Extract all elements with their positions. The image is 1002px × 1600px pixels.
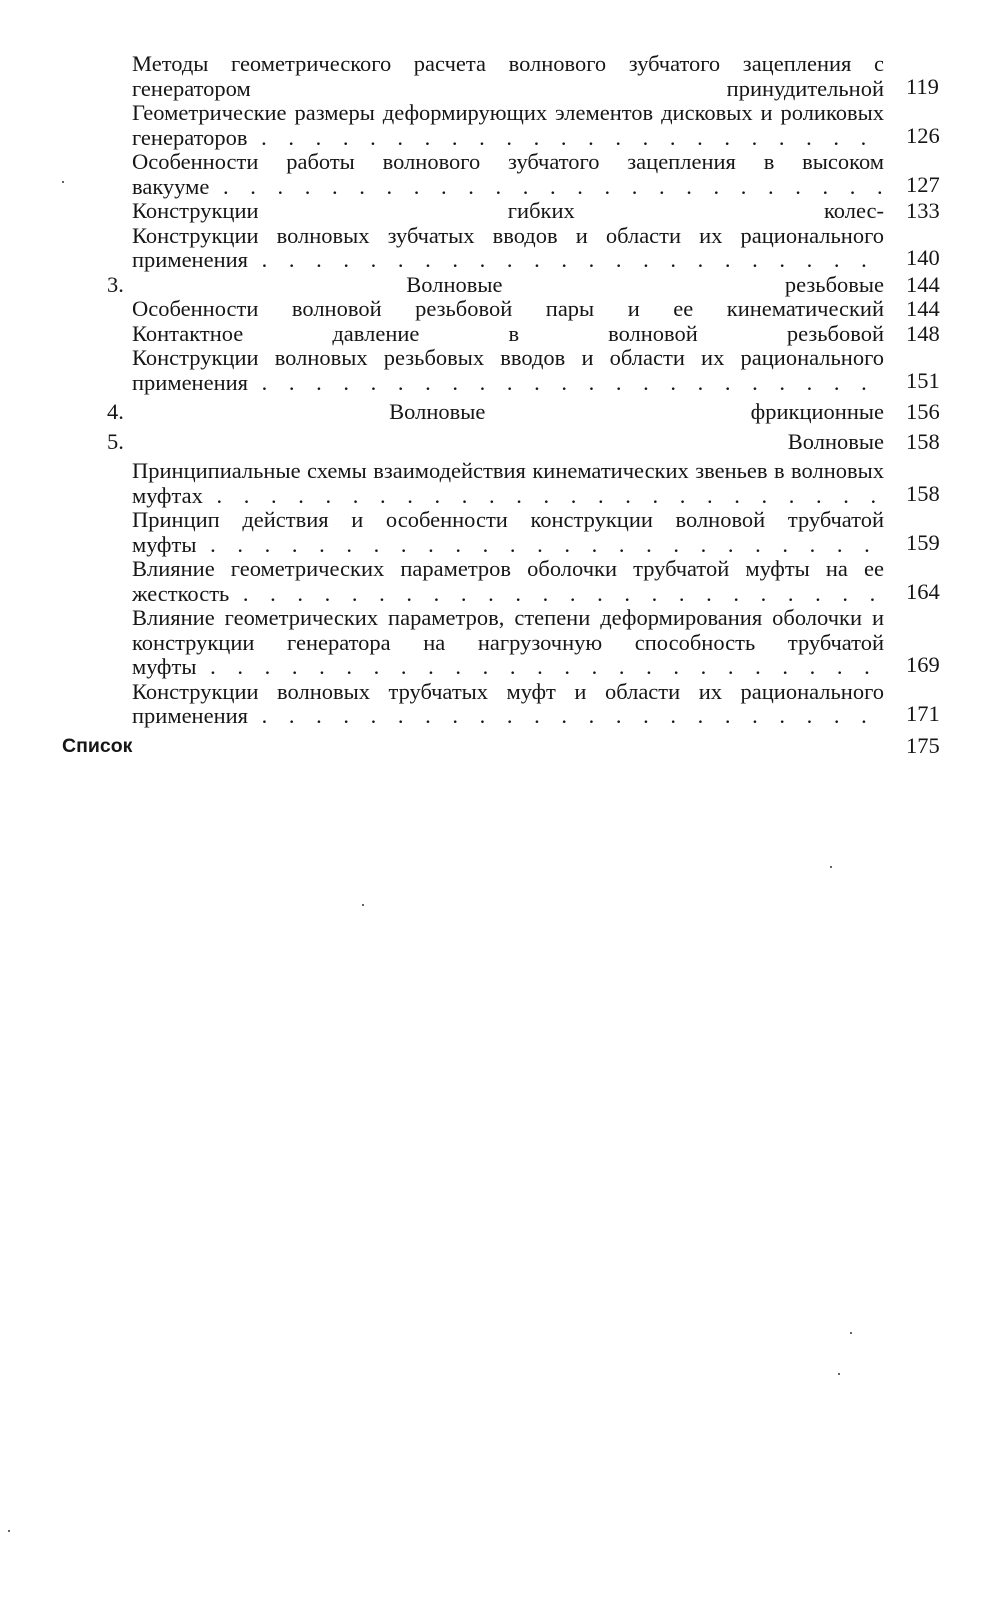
toc-entry-title-wrap	[132, 346, 884, 395]
toc-entry-title: 3. Волновые резьбовые . . .	[107, 273, 884, 298]
scan-speck	[62, 181, 64, 183]
toc-entry-page-number: 175	[906, 732, 940, 758]
toc-entry-page-number: 156	[906, 399, 940, 424]
toc-entry-title: Влияние геометрических параметров оболочки трубчатой муфты на ее жесткость . . .	[132, 557, 884, 606]
toc-entry-title: Принцип действия и особенности конструкции волновой трубчатой муфты . . .	[132, 508, 884, 557]
toc-entry-title-wrap	[132, 101, 884, 150]
toc-entry-title-wrap	[107, 400, 884, 425]
toc-entry-title-wrap	[107, 273, 884, 298]
toc-entry	[132, 320, 940, 347]
toc-entry-page-number: 169	[906, 652, 940, 677]
toc-entry	[132, 150, 940, 199]
toc-entry-title: 4. Волновые фрикционные . . .	[107, 400, 884, 425]
toc-entry-page-number: 158	[906, 480, 940, 506]
toc-entry-title-wrap	[107, 430, 884, 455]
toc-entry	[132, 52, 939, 101]
toc-entry-page-number: 164	[906, 578, 940, 604]
toc-entry-title: Контактное давление в волновой резьбовой . . .	[132, 322, 884, 347]
toc-entry-title-wrap	[132, 508, 884, 557]
toc-entry-title-wrap	[62, 734, 884, 759]
scan-speck	[830, 866, 832, 868]
toc-entry-title-wrap	[132, 680, 884, 729]
toc-entry-title-wrap	[132, 606, 884, 680]
toc-entry-page-number: 127	[906, 171, 940, 197]
toc-entry-page-number: 126	[906, 122, 940, 148]
toc-entry	[132, 101, 940, 150]
toc-entry-page-number: 144	[906, 271, 940, 297]
toc-entry-title: Особенности волновой резьбовой пары и ее кинематический . . .	[132, 297, 884, 322]
toc-entry	[107, 399, 940, 425]
scan-speck	[850, 1332, 852, 1334]
toc-entry	[62, 732, 940, 759]
toc-entry-page-number: 151	[906, 367, 940, 393]
toc-entry-title: Конструкции волновых резьбовых вводов и области их рационального применения . . .	[132, 346, 884, 395]
toc-entry	[107, 271, 940, 298]
toc-entry-title: Конструкции волновых трубчатых муфт и области их рационального применения . . .	[132, 680, 884, 729]
toc-entry-page-number: 144	[906, 296, 940, 321]
toc-entry-page-number: 159	[906, 529, 940, 555]
scan-speck	[838, 1373, 840, 1375]
toc-entry-title: Конструкции волновых зубчатых вводов и области их рационального применения . . .	[132, 224, 884, 273]
toc-entry-page-number: 133	[906, 198, 940, 223]
toc-entry-title-wrap	[132, 224, 884, 273]
toc-entry	[132, 198, 940, 224]
table-of-contents	[0, 52, 1002, 758]
toc-entry-title-wrap	[132, 557, 884, 606]
scan-speck	[8, 1530, 10, 1532]
toc-entry-page-number: 158	[906, 428, 940, 454]
toc-entry	[132, 346, 940, 395]
scan-speck	[362, 904, 364, 906]
toc-entry-page-number: 140	[906, 245, 940, 270]
toc-entry-page-number: 171	[906, 701, 940, 726]
toc-entry	[132, 296, 940, 322]
toc-entry	[107, 428, 940, 455]
toc-entry-title: Геометрические размеры деформирующих элементов дисковых и роликовых генераторов . . .	[132, 101, 884, 150]
toc-entry-title-wrap	[132, 459, 884, 508]
toc-entry-title-wrap	[132, 150, 884, 199]
toc-entry-title: Принципиальные схемы взаимодействия кинематических звеньев в волновых муфтах . . .	[132, 459, 884, 508]
toc-entry-page-number: 119	[906, 73, 939, 99]
toc-entry	[132, 459, 940, 508]
toc-entry	[132, 508, 940, 557]
toc-entry	[132, 679, 940, 729]
toc-entry	[132, 606, 940, 680]
toc-entry-title: Методы геометрического расчета волнового зубчатого зацепления с генератором принудительной . . .	[132, 52, 884, 101]
toc-entry	[132, 223, 940, 273]
toc-entry-title-wrap	[132, 297, 884, 322]
toc-entry-page-number: 148	[906, 320, 940, 346]
toc-entry-title: Влияние геометрических параметров, степени деформирования оболочки и конструкции генератора на нагрузочную способность трубчатой муфты . . .	[132, 606, 884, 680]
toc-entry-title-wrap	[132, 322, 884, 347]
toc-entry-title: 5. Волновые . . .	[107, 430, 884, 455]
toc-entry-title-wrap	[132, 199, 884, 224]
toc-entry-title: Список . . .	[62, 734, 884, 759]
toc-entry-title: Особенности работы волнового зубчатого зацепления в высоком вакууме . . .	[132, 150, 884, 199]
toc-entry	[132, 557, 940, 606]
toc-entry-title: Конструкции гибких колес- . . .	[132, 199, 884, 224]
toc-entry-title-wrap	[132, 52, 884, 101]
